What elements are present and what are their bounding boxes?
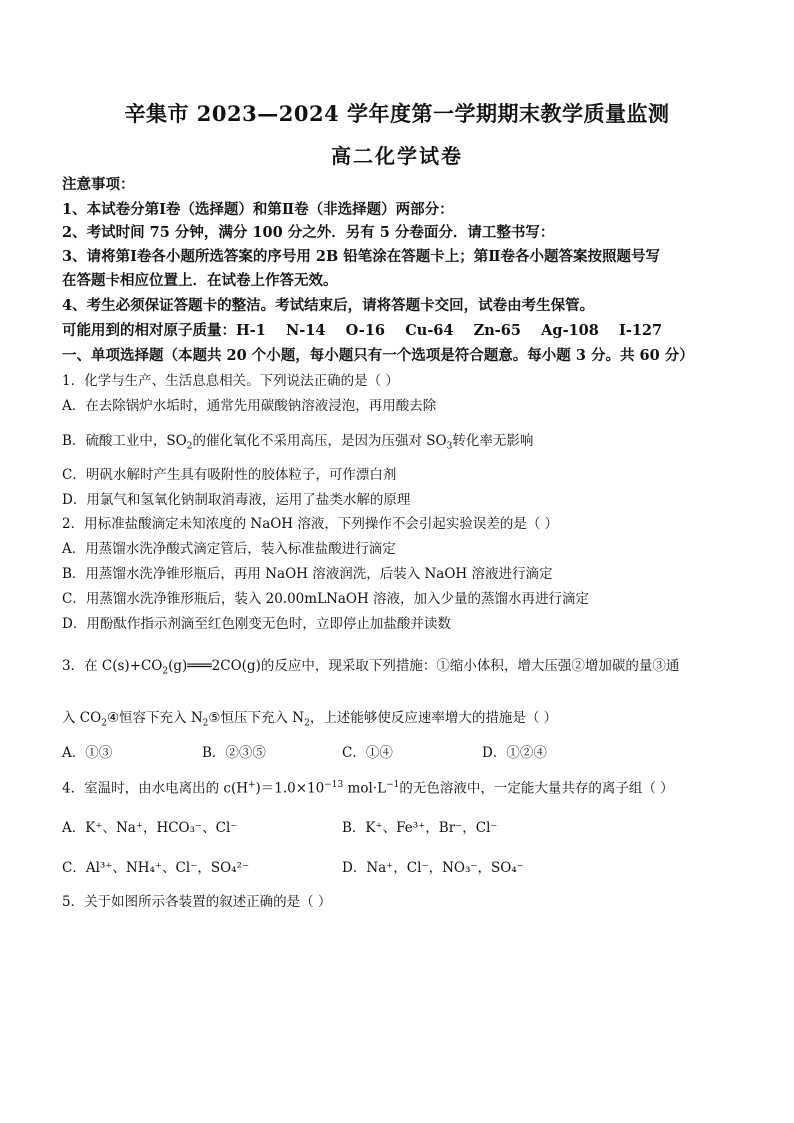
q4-stem-unit: mol·L — [343, 780, 387, 797]
q3-line2-text-1: 入 CO — [62, 710, 102, 726]
q4-option-c: C．Al³⁺、NH₄⁺、Cl⁻，SO₄²⁻ — [62, 860, 250, 876]
note-item-3: 3、请将第Ⅰ卷各小题所选答案的序号用 2B 铅笔涂在答题卡上；第Ⅱ卷各小题答案按照题号写 — [62, 248, 661, 265]
q3-line2-sub-3: 2 — [304, 718, 310, 729]
q1-b-text-2: 的催化氧化不采用高压，是因为压强对 SO — [192, 433, 447, 449]
q3-stem-cont — [62, 708, 752, 734]
q4-option-b: B．K⁺、Fe³⁺，Br⁻，Cl⁻ — [342, 820, 498, 836]
q3-line2-text-2: ④恒容下充入 N — [106, 710, 203, 726]
note-item-3-cont: 在答题卡相应位置上．在试卷上作答无效。 — [62, 272, 338, 289]
q4-stem-text-3: 的无色溶液中，一定能大量共存的离子组（ ） — [399, 780, 674, 797]
q4-option-a: A．K⁺、Na⁺，HCO₃⁻、Cl⁻ — [62, 820, 238, 836]
q4-stem-sup-2: −13 — [324, 780, 344, 790]
q2-option-d: D．用酚酞作指示剂滴至红色刚变无色时，立即停止加盐酸并读数 — [62, 616, 451, 632]
q4-stem-sup-3: −1 — [386, 780, 400, 790]
note-item-2: 2、考试时间 75 分钟，满分 100 分之外．另有 5 分卷面分．请工整书写： — [62, 224, 555, 241]
notes-heading: 注意事项： — [62, 176, 135, 193]
note-item-4: 4、考生必须保证答题卡的整洁。考试结束后，请将答题卡交回，试卷由考生保管。 — [62, 297, 595, 314]
q2-option-b: B．用蒸馏水洗净锥形瓶后，再用 NaOH 溶液润洗，后装入 NaOH 溶液进行滴定 — [62, 566, 553, 582]
q3-line2-sub-1: 2 — [101, 718, 107, 729]
q3-option-b: B．②③⑤ — [202, 745, 266, 761]
note-item-1: 1、本试卷分第Ⅰ卷（选择题）和第Ⅱ卷（非选择题）两部分： — [62, 201, 454, 218]
q3-line2-sub-2: 2 — [202, 718, 209, 729]
exam-title: 辛集市 2023—2024 学年度第一学期期末教学质量监测 — [124, 101, 670, 126]
q4-stem-sup-1: + — [247, 780, 256, 790]
section-heading: 一、单项选择题（本题共 20 个小题，每小题只有一个选项是符合题意。每小题 3 分。共 60 分） — [62, 347, 694, 364]
q3-stem-text-1: 3．在 C(s)+CO — [62, 658, 163, 674]
q1-b-text-3: 转化率无影响 — [452, 433, 534, 449]
q3-stem-text-2: (g)═══2CO(g)的反应中，现采取下列措施：①缩小体积，增大压强②增加碳的量③通 — [168, 658, 680, 674]
q2-stem: 2．用标准盐酸滴定未知浓度的 NaOH 溶液，下列操作不会引起实验误差的是（ ） — [62, 516, 559, 532]
q2-option-c: C．用蒸馏水洗净锥形瓶后，装入 20.00mLNaOH 溶液，加入少量的蒸馏水再进行滴定 — [62, 591, 590, 607]
q3-option-a: A．①③ — [62, 745, 113, 761]
q1-option-d: D．用氯气和氢氧化钠制取消毒液，运用了盐类水解的原理 — [62, 492, 411, 508]
atomic-masses: 可能用到的相对原子质量：H-1 N-14 O-16 Cu-64 Zn-65 Ag-108 I-127 — [62, 322, 663, 339]
q3-option-c: C．①④ — [342, 745, 393, 761]
q5-stem: 5．关于如图所示各装置的叙述正确的是（ ） — [62, 894, 332, 910]
exam-subtitle: 高二化学试卷 — [331, 144, 463, 168]
q1-option-a: A．在去除锅炉水垢时，通常先用碳酸钠溶液浸泡，再用酸去除 — [62, 398, 437, 414]
q1-option-c: C．明矾水解时产生具有吸附性的胶体粒子，可作漂白剂 — [62, 467, 397, 483]
q2-option-a: A．用蒸馏水洗净酸式滴定管后，装入标准盐酸进行滴定 — [62, 541, 396, 557]
q1-option-b — [62, 431, 752, 457]
q3-option-d: D．①②④ — [482, 745, 547, 761]
q3-stem-sub: 2 — [162, 666, 169, 677]
q3-stem — [62, 656, 752, 682]
q1-b-text-1: B．硫酸工业中，SO — [62, 433, 187, 449]
q3-line2-text-3: ⑤恒压下充入 N — [208, 710, 305, 726]
q1-b-sub-2: 3 — [446, 441, 453, 452]
q4-stem-text-1: 4．室温时，由水电离出的 c(H — [62, 780, 248, 797]
q4-option-d: D．Na⁺，Cl⁻，NO₃⁻，SO₄⁻ — [342, 860, 524, 876]
q1-stem: 1．化学与生产、生活息息相关。下列说法正确的是（ ） — [62, 373, 399, 389]
q3-line2-text-4: ，上述能够使反应速率增大的措施是（ ） — [309, 710, 558, 726]
q4-stem — [62, 775, 752, 799]
q1-b-sub-1: 2 — [186, 441, 193, 452]
q4-stem-text-2: )＝1.0×10 — [255, 780, 325, 797]
